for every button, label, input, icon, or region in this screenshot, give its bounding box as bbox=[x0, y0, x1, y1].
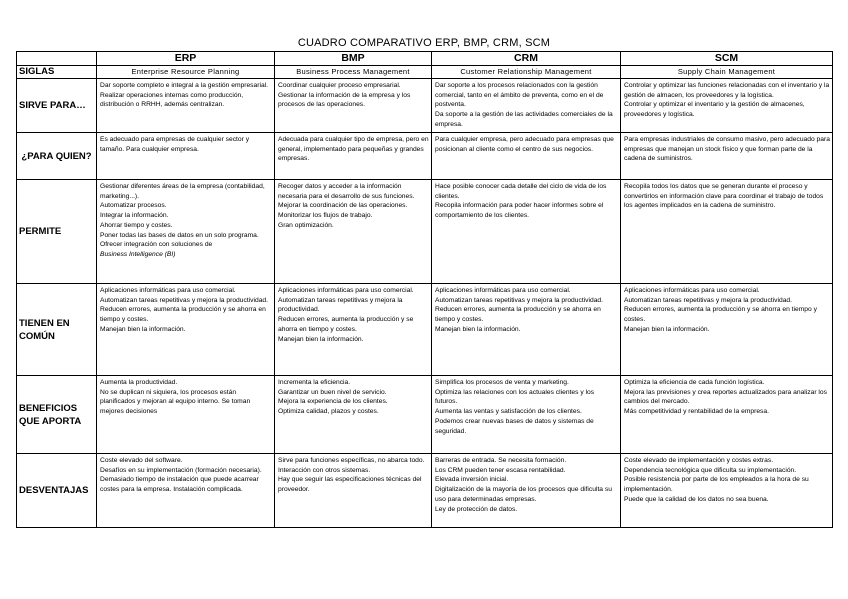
cell-text: Coste elevado del software. bbox=[100, 457, 183, 464]
cell-text: Podemos crear nuevas bases de datos y sistemas de seguridad. bbox=[435, 417, 594, 435]
cell-text: Hace posible conocer cada detalle del ciclo de vida de los clientes. bbox=[435, 183, 607, 200]
cell-text: Ahorrar tiempo y costes. bbox=[100, 221, 173, 229]
cell-text: Barreras de entrada. Se necesita formación. bbox=[435, 457, 567, 464]
cell-text: Realizar operaciones internas como producción, distribución o RRHH, además centralizan. bbox=[100, 91, 244, 109]
cell-text: Para cualquier empresa, pero adecuado para empresas que posicionan al cliente como el centro de sus negocios. bbox=[435, 136, 614, 153]
cell-text: Controlar y optimizar el inventario y la gestión de almacenes, proveedores y logística. bbox=[624, 101, 805, 119]
cell-text: Aplicaciones informáticas para uso comercial. bbox=[435, 287, 571, 294]
comparison-table bbox=[16, 51, 833, 528]
cell-scm bbox=[621, 376, 833, 454]
header-crm: CRM bbox=[432, 52, 621, 66]
cell-text: Simplifica los procesos de venta y marketing. bbox=[435, 379, 569, 386]
cell-text: Dar soporte a los procesos relacionados con la gestión comercial, tanto en el ámbito de preventa, como en el de postventa. bbox=[435, 82, 604, 109]
cell-bmp bbox=[275, 376, 432, 454]
cell-bmp bbox=[275, 180, 432, 284]
header-erp: ERP bbox=[97, 52, 275, 66]
cell-text: Automatizan tareas repetitivas y mejora la productividad. bbox=[278, 296, 403, 314]
cell-text: Dependencia tecnológica que dificulta su implementación. bbox=[624, 466, 797, 474]
cell-text: Manejan bien la información. bbox=[624, 325, 710, 333]
cell-text: Los CRM pueden tener escasa rentabilidad. bbox=[435, 466, 566, 474]
row-label: BENEFICIOS QUE APORTA bbox=[17, 376, 97, 454]
cell-text: Optimiza las relaciones con los actuales clientes y los futuros. bbox=[435, 388, 595, 406]
cell-crm bbox=[432, 133, 621, 180]
cell-text: Mejorar la coordinación de las operaciones. bbox=[278, 202, 408, 210]
cell-text: Gran optimización. bbox=[278, 221, 334, 229]
cell-text: Adecuada para cualquier tipo de empresa, pero en general, implementado para pequeñas y grandes empresas. bbox=[278, 136, 429, 163]
cell-text: Reducen errores, aumenta la producción y se ahorra en tiempo y costes. bbox=[100, 306, 266, 324]
table-row bbox=[17, 454, 833, 528]
cell-text: Ofrecer integración con soluciones de bbox=[100, 241, 213, 249]
cell-text: Gestionar la información de la empresa y los procesos de las operaciones. bbox=[278, 91, 411, 109]
cell-text: Demasiado tiempo de instalación que puede acarrear costes para la empresa. Instalación complicada. bbox=[100, 476, 259, 494]
table-header-row bbox=[17, 52, 833, 66]
cell-text: Digitalización de la mayoría de los procesos que dificulta su uso para determinadas empresas. bbox=[435, 486, 612, 503]
table-row bbox=[17, 284, 833, 376]
cell-text: Garantizar un buen nivel de servicio. bbox=[278, 388, 387, 396]
cell-text: Más competitividad y rentabilidad de la empresa. bbox=[624, 408, 769, 416]
cell-text: Ley de protección de datos. bbox=[435, 505, 518, 513]
cell-text: Da soporte a la gestión de las actividades comerciales de la empresa. bbox=[435, 111, 613, 128]
table-row bbox=[17, 79, 833, 133]
cell-text: Aplicaciones informáticas para uso comercial. bbox=[100, 287, 236, 294]
cell-crm bbox=[432, 284, 621, 376]
cell-text: Mejora la experiencia de los clientes. bbox=[278, 398, 388, 406]
cell-crm bbox=[432, 454, 621, 528]
header-scm: SCM bbox=[621, 52, 833, 66]
cell-text: Reducen errores, aumenta la producción y se ahorra en tiempo y costes. bbox=[278, 316, 414, 333]
cell-text: Elevada inversión inicial. bbox=[435, 476, 509, 484]
cell-text: Desafíos en su implementación (formación necesaria). bbox=[100, 466, 262, 474]
table-row bbox=[17, 376, 833, 454]
header-corner bbox=[17, 52, 97, 66]
siglas-label: SIGLAS bbox=[17, 66, 97, 79]
cell-crm bbox=[432, 376, 621, 454]
cell-crm bbox=[432, 79, 621, 133]
siglas-scm: Supply Chain Management bbox=[621, 66, 833, 79]
cell-scm bbox=[621, 180, 833, 284]
cell-bmp bbox=[275, 284, 432, 376]
cell-text: Dar soporte completo e integral a la gestión empresarial. bbox=[100, 82, 269, 89]
cell-text: Business Intelligence (BI) bbox=[100, 250, 176, 258]
cell-scm bbox=[621, 79, 833, 133]
cell-scm bbox=[621, 454, 833, 528]
row-label: PERMITE bbox=[17, 180, 97, 284]
row-label: TIENEN EN COMÚN bbox=[17, 284, 97, 376]
cell-text: Gestionar diferentes áreas de la empresa (contabilidad, marketing...). bbox=[100, 183, 265, 200]
cell-text: Aumenta la productividad. bbox=[100, 379, 178, 386]
cell-text: Automatizan tareas repetitivas y mejora la productividad. bbox=[624, 296, 793, 304]
siglas-crm: Customer Relationship Management bbox=[432, 66, 621, 79]
cell-text: Manejan bien la información. bbox=[100, 325, 186, 333]
cell-text: Es adecuado para empresas de cualquier sector y tamaño. Para cualquier empresa. bbox=[100, 136, 250, 153]
cell-text: Manejan bien la información. bbox=[435, 325, 521, 333]
siglas-erp: Enterprise Resource Planning bbox=[97, 66, 275, 79]
cell-text: Monitorizar los flujos de trabajo. bbox=[278, 212, 373, 220]
cell-text: Recopila información para poder hacer informes sobre el comportamiento de los clientes. bbox=[435, 202, 604, 220]
cell-text: Optimiza calidad, plazos y costes. bbox=[278, 408, 379, 416]
cell-bmp bbox=[275, 133, 432, 180]
cell-bmp bbox=[275, 79, 432, 133]
cell-text: Coste elevado de implementación y costes extras. bbox=[624, 457, 774, 464]
cell-text: Automatizar procesos. bbox=[100, 202, 167, 210]
cell-text: No se duplican ni siquiera, los procesos están planificados y mejoran al equipo interno. Se toman mejores decisiones bbox=[100, 388, 251, 416]
cell-text: Recoger datos y acceder a la información necesaria para el desarrollo de sus funciones. bbox=[278, 183, 415, 200]
cell-erp bbox=[97, 133, 275, 180]
cell-erp bbox=[97, 284, 275, 376]
cell-text: Coordinar cualquier proceso empresarial. bbox=[278, 82, 401, 89]
cell-text: Interacción con otros sistemas. bbox=[278, 466, 371, 474]
cell-text: Controlar y optimizar las funciones relacionadas con el inventario y la gestión de almacen, los proveedores y la logística. bbox=[624, 82, 830, 99]
header-bmp: BMP bbox=[275, 52, 432, 66]
cell-text: Recopila todos los datos que se generan durante el proceso y convertirlos en información clave para coordinar el trabajo de todos los agentes implicados en la cadena de suministro. bbox=[624, 183, 824, 210]
siglas-bmp: Business Process Management bbox=[275, 66, 432, 79]
cell-erp bbox=[97, 376, 275, 454]
cell-erp bbox=[97, 180, 275, 284]
cell-erp bbox=[97, 454, 275, 528]
cell-text: Optimiza la eficiencia de cada función logística. bbox=[624, 379, 765, 386]
cell-scm bbox=[621, 284, 833, 376]
cell-text: Aumenta las ventas y satisfacción de los clientes. bbox=[435, 408, 582, 416]
page-title: CUADRO COMPARATIVO ERP, BMP, CRM, SCM bbox=[297, 37, 551, 49]
cell-scm bbox=[621, 133, 833, 180]
cell-text: Posible resistencia por parte de los empleados a la hora de su implementación. bbox=[624, 476, 809, 494]
table-row bbox=[17, 180, 833, 284]
row-label: ¿PARA QUIEN? bbox=[17, 133, 97, 180]
cell-text: Aplicaciones informáticas para uso comercial. bbox=[624, 287, 760, 294]
cell-bmp bbox=[275, 454, 432, 528]
table-row bbox=[17, 133, 833, 180]
cell-text: Automatizan tareas repetitivas y mejora la productividad. bbox=[435, 296, 604, 304]
cell-text: Poner todas las bases de datos en un solo programa. bbox=[100, 231, 259, 239]
cell-text: Mejora las previsiones y crea reportes actualizados para analizar los cambios del mercado. bbox=[624, 388, 827, 406]
cell-text: Manejan bien la información. bbox=[278, 335, 364, 343]
cell-text: Aplicaciones informáticas para uso comercial. bbox=[278, 287, 414, 294]
row-label: DESVENTAJAS bbox=[17, 454, 97, 528]
row-label: SIRVE PARA… bbox=[17, 79, 97, 133]
cell-text: Integrar la información. bbox=[100, 212, 169, 220]
cell-crm bbox=[432, 180, 621, 284]
cell-text: Reducen errores, aumenta la producción y se ahorra en tiempo y costes. bbox=[435, 306, 601, 324]
cell-text: Incrementa la eficiencia. bbox=[278, 379, 351, 386]
cell-text: Puede que la calidad de los datos no sea buena. bbox=[624, 495, 769, 503]
cell-erp bbox=[97, 79, 275, 133]
cell-text: Automatizan tareas repetitivas y mejora la productividad. bbox=[100, 296, 269, 304]
siglas-row bbox=[17, 66, 833, 79]
cell-text: Para empresas industriales de consumo masivo, pero adecuado para empresas que manejan un stock físico y que forman parte de la cadena de suministros. bbox=[624, 136, 830, 163]
cell-text: Hay que seguir las especificaciones técnicas del proveedor. bbox=[278, 476, 422, 494]
cell-text: Sirve para funciones específicas, no abarca todo. bbox=[278, 457, 425, 464]
cell-text: Reducen errores, aumenta la producción y se ahorra en tiempo y costes. bbox=[624, 306, 817, 324]
